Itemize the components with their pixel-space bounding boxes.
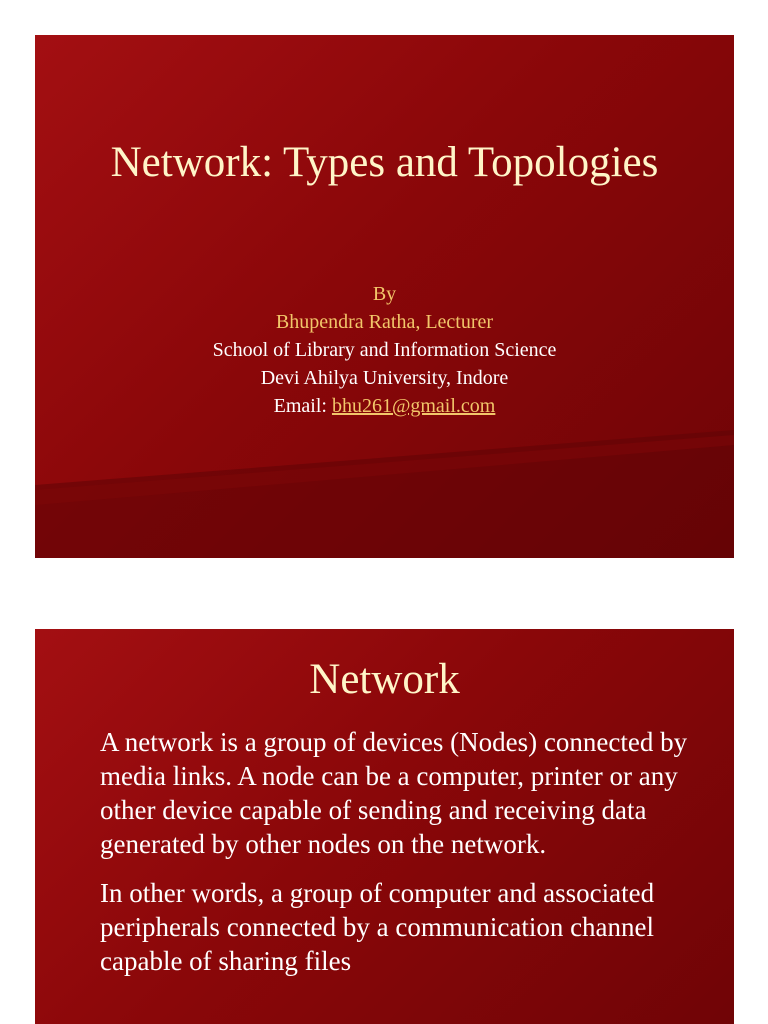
slide-title: Network (309, 656, 460, 703)
email-link[interactable]: bhu261@gmail.com (331, 395, 496, 417)
presentation-title: Network: Types and Topologies (110, 139, 659, 186)
paragraph: A network is a group of devices (Nodes) connected by media links. A node can be a computer, printer or any other device capable of sending and receiving data generated by other nodes on the network. (100, 727, 688, 859)
byline (35, 280, 734, 420)
title-slide (35, 35, 734, 558)
email-line (35, 392, 734, 420)
paragraph: In other words, a group of computer and associated peripherals connected by a communication channel capable of sharing files (100, 878, 655, 976)
university-name: Devi Ahilya University, Indore (260, 367, 509, 389)
author-name: Bhupendra Ratha, Lecturer (275, 311, 494, 333)
email-label: Email: (273, 395, 332, 417)
by-label: By (372, 283, 397, 305)
network-slide (35, 629, 734, 1024)
school-name: School of Library and Information Science (212, 339, 557, 361)
slide-body (100, 725, 710, 993)
